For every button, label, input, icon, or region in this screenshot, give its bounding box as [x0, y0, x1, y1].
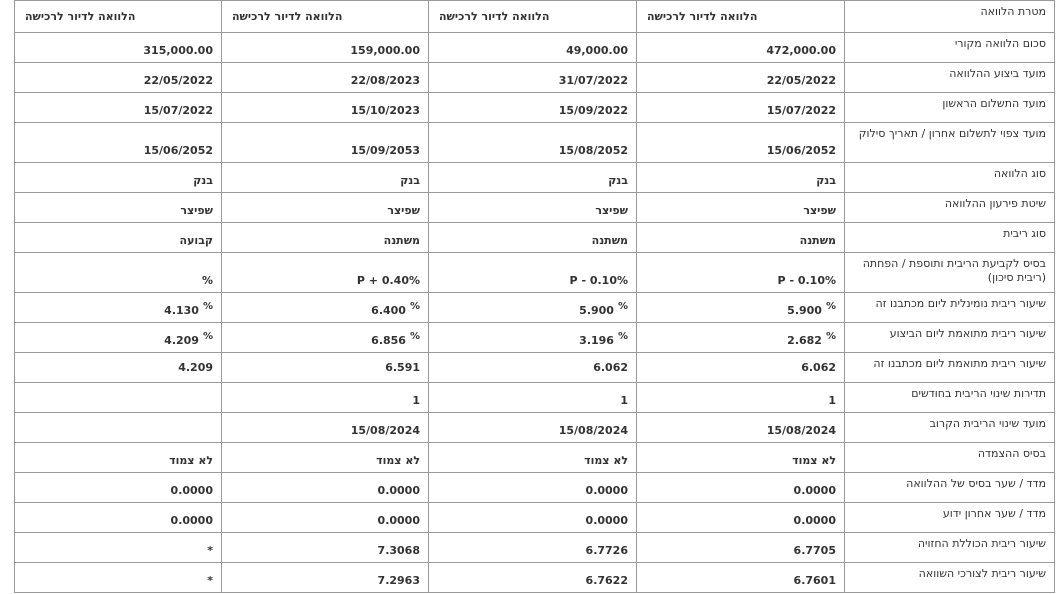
table-cell: 0.0000: [15, 503, 222, 533]
row-label: סכום הלוואה מקורי: [845, 33, 1055, 63]
table-cell: 472,000.00: [637, 33, 845, 63]
table-cell: 15/10/2023: [222, 93, 429, 123]
table-cell: 0.0000: [637, 473, 845, 503]
table-cell: P + 0.40%: [222, 253, 429, 293]
column-header: הלוואה לדיור לרכישה: [15, 1, 222, 33]
table-cell: 22/05/2022: [637, 63, 845, 93]
table-cell: 6.062: [429, 353, 637, 383]
table-cell: 7.3068: [222, 533, 429, 563]
row-label: מועד צפוי לתשלום אחרון / תאריך סילוק: [845, 123, 1055, 163]
percent-sign: %: [825, 301, 836, 312]
cell-value: 2.682: [787, 334, 822, 347]
table-cell: 22/08/2023: [222, 63, 429, 93]
table-cell: P - 0.10%: [429, 253, 637, 293]
table-row: [15, 563, 1055, 593]
cell-value: 5.900: [787, 304, 822, 317]
percent-sign: %: [617, 301, 628, 312]
table-cell: 15/08/2052: [429, 123, 637, 163]
table-cell: 159,000.00: [222, 33, 429, 63]
table-row: [15, 1, 1055, 33]
table-cell: 0.0000: [15, 473, 222, 503]
table-cell: שפיצר: [15, 193, 222, 223]
table-cell: [15, 293, 222, 323]
table-cell: 15/06/2052: [15, 123, 222, 163]
row-label: שיעור ריבית לצורכי השוואה: [845, 563, 1055, 593]
row-label: מועד ביצוע ההלוואה: [845, 63, 1055, 93]
loan-details-table: [14, 0, 1055, 593]
table-cell: בנק: [637, 163, 845, 193]
cell-value: 6.400: [371, 304, 406, 317]
table-row: [15, 473, 1055, 503]
row-label: מועד התשלום הראשון: [845, 93, 1055, 123]
table-row: [15, 33, 1055, 63]
percent-sign: %: [825, 331, 836, 342]
row-label: מועד שינוי הריבית הקרוב: [845, 413, 1055, 443]
table-cell: 1: [429, 383, 637, 413]
table-cell: 15/09/2022: [429, 93, 637, 123]
table-cell: 22/05/2022: [15, 63, 222, 93]
table-row: [15, 253, 1055, 293]
row-label: בסיס לקביעת הריבית ותוספת / הפחתה (ריבית סיכון): [845, 253, 1055, 293]
percent-sign: %: [617, 331, 628, 342]
cell-value: 5.900: [579, 304, 614, 317]
table-row: [15, 193, 1055, 223]
table-cell: [222, 323, 429, 353]
table-cell: 1: [637, 383, 845, 413]
table-row: [15, 353, 1055, 383]
row-label: מדד / שער אחרון ידוע: [845, 503, 1055, 533]
table-cell: 15/06/2052: [637, 123, 845, 163]
table-cell: 15/07/2022: [15, 93, 222, 123]
cell-value: 6.856: [371, 334, 406, 347]
table-cell: בנק: [222, 163, 429, 193]
table-cell: 6.591: [222, 353, 429, 383]
row-label: מדד / שער בסיס של ההלוואה: [845, 473, 1055, 503]
table-cell: משתנה: [429, 223, 637, 253]
table-cell: [637, 293, 845, 323]
table-cell: 6.7726: [429, 533, 637, 563]
table-row: [15, 323, 1055, 353]
table-cell: *: [15, 563, 222, 593]
percent-sign: %: [202, 331, 213, 342]
table-cell: 6.7601: [637, 563, 845, 593]
table-cell: 0.0000: [637, 503, 845, 533]
table-cell: לא צמוד: [429, 443, 637, 473]
table-cell: [222, 293, 429, 323]
table-row: [15, 223, 1055, 253]
table-cell: לא צמוד: [637, 443, 845, 473]
table-cell: 0.0000: [429, 503, 637, 533]
table-cell: שפיצר: [222, 193, 429, 223]
row-label: שיעור ריבית מתואמת ליום מכתבנו זה: [845, 353, 1055, 383]
table-cell: 0.0000: [222, 473, 429, 503]
row-label: בסיס ההצמדה: [845, 443, 1055, 473]
table-cell: שפיצר: [637, 193, 845, 223]
column-header: הלוואה לדיור לרכישה: [222, 1, 429, 33]
table-cell: 315,000.00: [15, 33, 222, 63]
table-cell: [429, 293, 637, 323]
table-row: [15, 163, 1055, 193]
table-cell: [15, 383, 222, 413]
table-cell: *: [15, 533, 222, 563]
table-row: [15, 123, 1055, 163]
row-label: מטרת הלוואה: [845, 1, 1055, 33]
table-cell: [15, 413, 222, 443]
row-label: סוג ריבית: [845, 223, 1055, 253]
table-row: [15, 503, 1055, 533]
table-row: [15, 413, 1055, 443]
table-cell: 4.209: [15, 353, 222, 383]
row-label: שיעור ריבית הכוללת החזויה: [845, 533, 1055, 563]
table-cell: בנק: [429, 163, 637, 193]
percent-sign: %: [409, 331, 420, 342]
table-row: [15, 63, 1055, 93]
column-header: הלוואה לדיור לרכישה: [637, 1, 845, 33]
row-label: סוג הלוואה: [845, 163, 1055, 193]
row-label: שיטת פירעון ההלוואה: [845, 193, 1055, 223]
table-cell: לא צמוד: [15, 443, 222, 473]
row-label: תדירות שינוי הריבית בחודשים: [845, 383, 1055, 413]
table-cell: שפיצר: [429, 193, 637, 223]
table-cell: 15/08/2024: [222, 413, 429, 443]
table-cell: 6.7705: [637, 533, 845, 563]
table-row: [15, 533, 1055, 563]
table-cell: 6.062: [637, 353, 845, 383]
table-cell: משתנה: [637, 223, 845, 253]
percent-sign: %: [202, 301, 213, 312]
table-row: [15, 383, 1055, 413]
table-cell: 1: [222, 383, 429, 413]
table-cell: 15/08/2024: [429, 413, 637, 443]
table-cell: משתנה: [222, 223, 429, 253]
column-header: הלוואה לדיור לרכישה: [429, 1, 637, 33]
loan-table-body: [15, 1, 1055, 593]
table-cell: [15, 323, 222, 353]
table-row: [15, 293, 1055, 323]
table-row: [15, 443, 1055, 473]
table-cell: [637, 323, 845, 353]
cell-value: 4.209: [164, 334, 199, 347]
table-cell: 49,000.00: [429, 33, 637, 63]
percent-sign: %: [409, 301, 420, 312]
row-label: שיעור ריבית נומינלית ליום מכתבנו זה: [845, 293, 1055, 323]
table-cell: 15/09/2053: [222, 123, 429, 163]
cell-value: 3.196: [579, 334, 614, 347]
table-cell: 0.0000: [222, 503, 429, 533]
table-cell: 15/07/2022: [637, 93, 845, 123]
table-cell: קבועה: [15, 223, 222, 253]
table-row: [15, 93, 1055, 123]
table-cell: 0.0000: [429, 473, 637, 503]
table-cell: [429, 323, 637, 353]
table-cell: 15/08/2024: [637, 413, 845, 443]
table-cell: 31/07/2022: [429, 63, 637, 93]
row-label: שיעור ריבית מתואמת ליום הביצוע: [845, 323, 1055, 353]
table-cell: לא צמוד: [222, 443, 429, 473]
table-cell: בנק: [15, 163, 222, 193]
table-cell: 6.7622: [429, 563, 637, 593]
table-cell: %: [15, 253, 222, 293]
cell-value: 4.130: [164, 304, 199, 317]
table-cell: 7.2963: [222, 563, 429, 593]
table-cell: P - 0.10%: [637, 253, 845, 293]
